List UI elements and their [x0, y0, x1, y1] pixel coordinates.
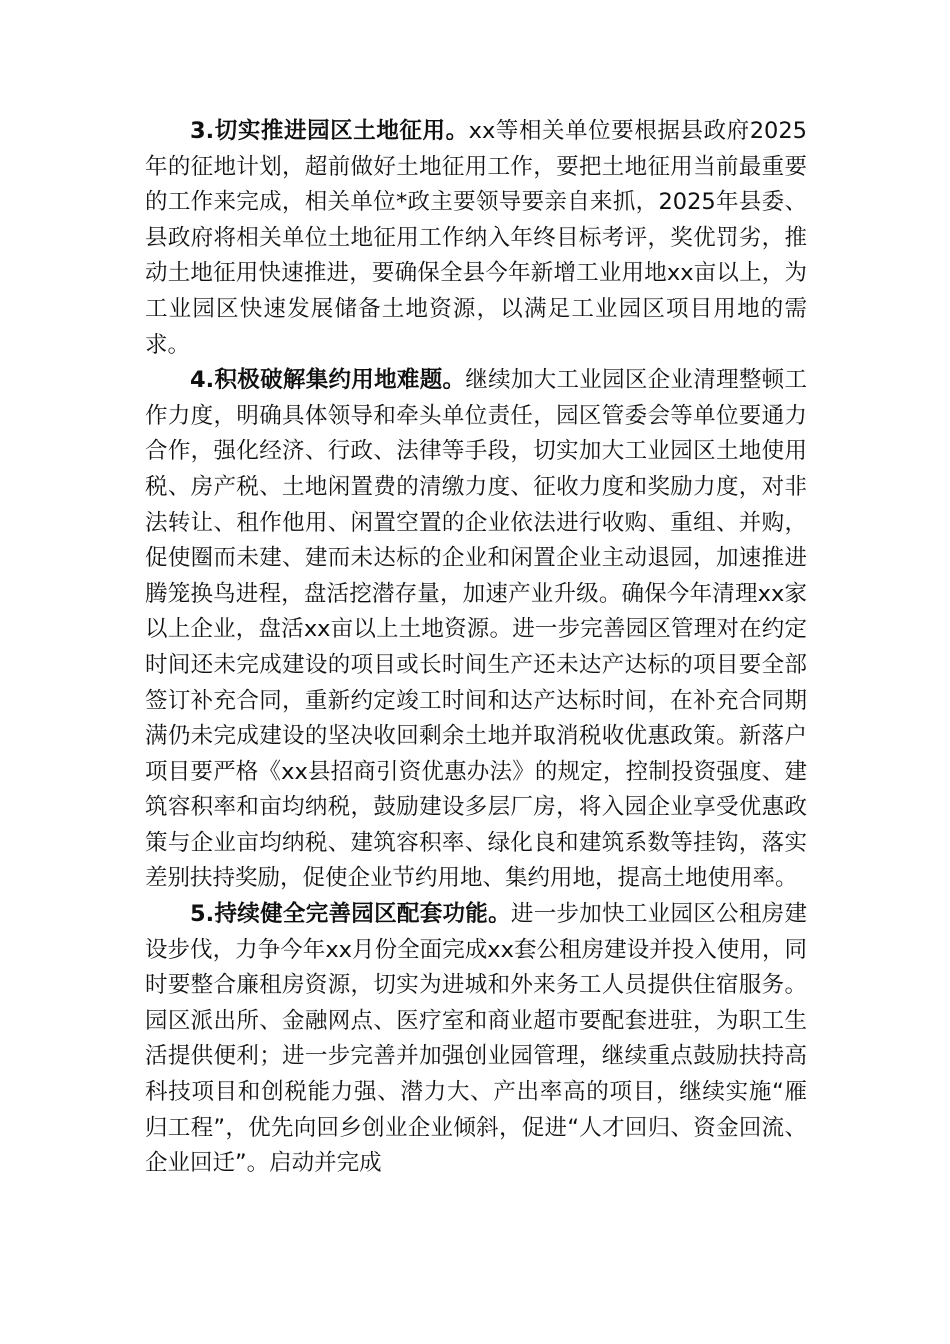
document-body [145, 114, 807, 1182]
paragraph-supporting-functions [145, 897, 807, 1182]
paragraph-heading: 3.切实推进园区土地征用。 [190, 118, 469, 144]
paragraph-land-acquisition [145, 114, 807, 363]
paragraph-text: xx等相关单位要根据县政府2025年的征地计划，超前做好土地征用工作，要把土地征用当前最重要的工作来完成，相关单位*政主要领导要亲自来抓，2025年县委、县政府将相关单位土地征用工作纳入年终目标考评，奖优罚劣，推动土地征用快速推进，要确保全县今年新增工业用地xx亩以上，为工业园区快速发展储备土地资源，以满足工业园区项目用地的需求。 [145, 118, 807, 358]
paragraph-heading: 4.积极破解集约用地难题。 [190, 367, 466, 394]
paragraph-intensive-land-use [145, 363, 807, 897]
paragraph-text: 继续加大工业园区企业清理整顿工作力度，明确具体领导和牵头单位责任，园区管委会等单位要通力合作，强化经济、行政、法律等手段，切实加大工业园区土地使用税、房产税、土地闲置费的清缴力度、征收力度和奖励力度，对非法转让、租作他用、闲置空置的企业依法进行收购、重组、并购，促使圈而未建、建而未达标的企业和闲置企业主动退园，加速推进腾笼换鸟进程，盘活挖潜存量，加速产业升级。确保今年清理xx家以上企业，盘活xx亩以上土地资源。进一步完善园区管理对在约定时间还未完成建设的项目或长时间生产还未达产达标的项目要全部签订补充合同，重新约定竣工时间和达产达标时间，在补充合同期满仍未完成建设的坚决收回剩余土地并取消税收优惠政策。新落户项目要严格《xx县招商引资优惠办法》的规定，控制投资强度、建筑容积率和亩均纳税，鼓励建设多层厂房，将入园企业享受优惠政策与企业亩均纳税、建筑容积率、绿化良和建筑系数等挂钩，落实差别扶持奖励，促使企业节约用地、集约用地，提高土地使用率。 [145, 367, 807, 892]
paragraph-text: 进一步加快工业园区公租房建设步伐，力争今年xx月份全面完成xx套公租房建设并投入使用，同时要整合廉租房资源，切实为进城和外来务工人员提供住宿服务。园区派出所、金融网点、医疗室和商业超市要配套进驻，为职工生活提供便利；进一步完善并加强创业园管理，继续重点鼓励扶持高科技项目和创税能力强、潜力大、产出率高的项目，继续实施“雁归工程”，优先向回乡创业企业倾斜，促进“人才回归、资金回流、企业回迁”。启动并完成 [145, 901, 807, 1177]
paragraph-heading: 5.持续健全完善园区配套功能。 [190, 901, 511, 928]
